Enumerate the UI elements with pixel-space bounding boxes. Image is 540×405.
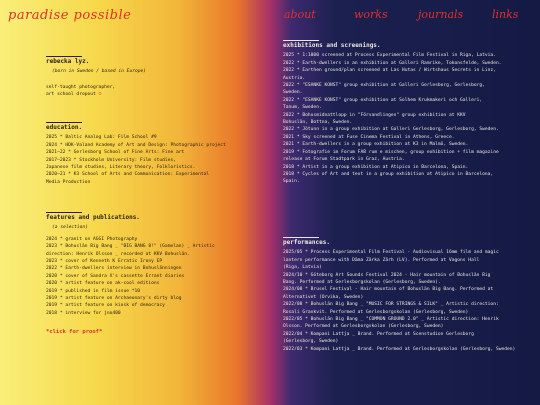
divider <box>46 212 82 213</box>
bio-line: art school dropout ☺ <box>46 92 102 98</box>
nav-about[interactable]: about <box>284 8 316 21</box>
nav-journals[interactable]: journals <box>418 8 464 21</box>
exhibition-item: 2022 * "ESANKE KONST" group exhibition at Solhem Krukmakeri och Galleri, <box>283 97 483 103</box>
exhibition-item[interactable]: 2022 * Bohusmidnattlopp in "Förvandlingen" group exhibition at KKV <box>283 112 466 118</box>
performance-item: 2024/08 * Brusel Festival - Hair mountain of Bohuslän Big Bang. Performed at <box>283 287 494 293</box>
exhibition-item[interactable]: 2025 * 1:1000 screened at Process Experimental Film Festival in Riga, Latvia. <box>283 53 496 59</box>
exhibition-item: 2022 * "ESANKE KONST" group exhibition at Galleri Gerlesborg, Gerlesborg, <box>283 83 485 89</box>
exhibition-item: release at Forum Stadtpark in Graz, Austria. <box>283 157 405 163</box>
education-item: 2024 * HDK-Valand Academy of Art and Design: Photographic project <box>46 142 226 148</box>
exhibition-item[interactable]: 2022 * Earth-dwellers in an exhibition at Galleri Ramrike, Tokonsfelde, Sweden. <box>283 60 502 66</box>
performance-item: 2025/05 * Process Experimental Film Festival - Audiovisual 16mm film and magic <box>283 250 499 256</box>
education-item: 2021–22 * Gerlesborg School of Fine Arts: Fine art <box>46 150 185 156</box>
performance-item: (Gerlesborg, Sweden) <box>283 339 339 345</box>
performance-item: Rosali Grankvit. Performed at Gerlesborgskolan (Gerlesborg, Sweden) <box>283 309 469 315</box>
exhibition-item[interactable]: 2018 * Cycles of Art and text in a group exhibition at Atipico in Barcelona, <box>283 171 494 177</box>
exhibition-item[interactable]: 2021 * Sky screened at Fuse Cinema Festival in Athens, Greece. <box>283 134 455 140</box>
performances-section <box>283 237 528 353</box>
exhibitions-section <box>283 40 528 186</box>
feature-item[interactable]: 2019 * artist feature on kiosk of democracy <box>46 303 165 309</box>
performance-item: Olsson. Performed at Gerlesborgskolan (Gerlesborg, Sweden) <box>283 324 444 330</box>
exhibition-item[interactable]: 2021 * Earth-dwellers in a group exhibition at K3 in Malmö, Sweden. <box>283 142 469 148</box>
divider <box>283 40 319 41</box>
feature-item[interactable]: 2023 * cover of Kenneth K Erratic Irony EP <box>46 259 163 265</box>
feature-item[interactable]: 2020 * artist feature on ak-cool editions <box>46 281 160 287</box>
performance-item: 2022/08 * Bohuslän Big Bang _ "MUSIC FOR STRINGS & SILK" _ Artistic direction: <box>283 302 499 308</box>
education-item: 2020–21 * K3 School of Arts and Communication: Experimental <box>46 172 210 178</box>
feature-item[interactable]: 2018 * interview for jno400 <box>46 310 121 316</box>
feature-item[interactable]: 2024 * granit on AGGI Photography <box>46 236 138 242</box>
performance-item[interactable]: 2022/04 * Kompani Lattja _ Brand. Performed at Scenstudion Gerlesborg <box>283 331 474 337</box>
divider <box>46 122 82 123</box>
bio-line: self-taught photographer, <box>46 84 116 90</box>
education-item: 2025 * Baltic Analog Lab: Film School #9 <box>46 135 157 141</box>
features-section <box>46 212 256 337</box>
performance-item: Bang. Performed at Gerlesborgskolan (Gerlesborg, Sweden). <box>283 280 441 286</box>
exhibition-item[interactable]: 2022 * Earthen ground/plan screened at Las Hutas / Wirtshaus Secrets in Linz, <box>283 68 496 74</box>
exhibition-item: Spain. <box>283 179 300 185</box>
feature-item: direction: Henrik Olsson _ recorded at KKV Bohuslän. <box>46 251 190 257</box>
exhibition-item: Austria. <box>283 75 306 81</box>
feature-item[interactable]: 2023 * Bohuslän Big Bang _ "BIG BANG 8!" (Gamelan) _ Artistic <box>46 244 215 250</box>
exhibitions-title: exhibitions and screenings. <box>283 42 381 49</box>
bio-origin: (born in Sweden / based in Europe) <box>52 69 147 75</box>
about-section <box>46 56 256 99</box>
feature-item[interactable]: 2019 * artist feature on Archaeonary's dirty blog <box>46 296 182 302</box>
divider <box>283 237 319 238</box>
exhibition-item: Sweden. <box>283 90 303 96</box>
feature-item[interactable]: 2019 * published in film issue *10 <box>46 288 141 294</box>
nav-links[interactable]: links <box>492 8 519 21</box>
feature-item[interactable]: 2020 * cover of Sandra X's cassette Errant diaries <box>46 273 185 279</box>
performances-title: performances. <box>283 239 330 246</box>
features-title: features and publications. <box>46 214 140 221</box>
exhibition-item[interactable]: 2022 * Jötunn in a group exhibition at Galleri Gerlesborg, Gerlesborg, Sweden. <box>283 127 499 133</box>
divider <box>46 56 82 57</box>
performance-item: Alternativet (Orvika, Sweden) <box>283 294 364 300</box>
performance-item: (Riga, Latvia) <box>283 265 322 271</box>
exhibition-item: Tanum, Sweden. <box>283 105 322 111</box>
education-item: Japanese film studies, Literary theory, Folkloristics. <box>46 165 196 171</box>
proof-link[interactable]: *click for proof* <box>46 329 103 336</box>
feature-item[interactable]: 2022 * Earth-dwellers interview in Bohuslänningen <box>46 266 182 272</box>
selection-note: (a selection) <box>52 225 88 231</box>
performance-item: 2024/10 * Göteborg Art Sounds Festival 2024 - Hair mountain of Bohuslän Big <box>283 272 491 278</box>
exhibition-item: Bohuslän, Bottna, Sweden. <box>283 120 353 126</box>
education-item: 2017–2023 * Stockholm University: Film studies, <box>46 157 176 163</box>
nav-works[interactable]: works <box>354 8 388 21</box>
education-item: Media Production <box>46 179 91 185</box>
performance-item: 2022/05 * Bohuslän Big Bang _ "COMMON GROUND 2.0" _ Artistic direction: Henrik <box>283 317 499 323</box>
performance-item: lantern performance with Dāma Zārka Zārh (LV). Performed at Vagons Hall <box>283 257 480 263</box>
site-title[interactable]: paradise possible <box>8 8 132 23</box>
education-title: education. <box>46 124 83 131</box>
performance-item[interactable]: 2022/03 * Kompani Lattja _ Brand. Performed at Gerlesborgskolan (Gerlesborg, Sweden) <box>283 346 516 352</box>
education-section <box>46 122 256 186</box>
name-title: rebecka lyz. <box>46 58 90 65</box>
exhibition-item: 2019 * Fotografie im Forum FAB rum e mischen, group exhibition + film magazine <box>283 149 499 155</box>
exhibition-item[interactable]: 2018 * Artist in a group exhibition at Atipico in Barcelona, Spain. <box>283 164 469 170</box>
